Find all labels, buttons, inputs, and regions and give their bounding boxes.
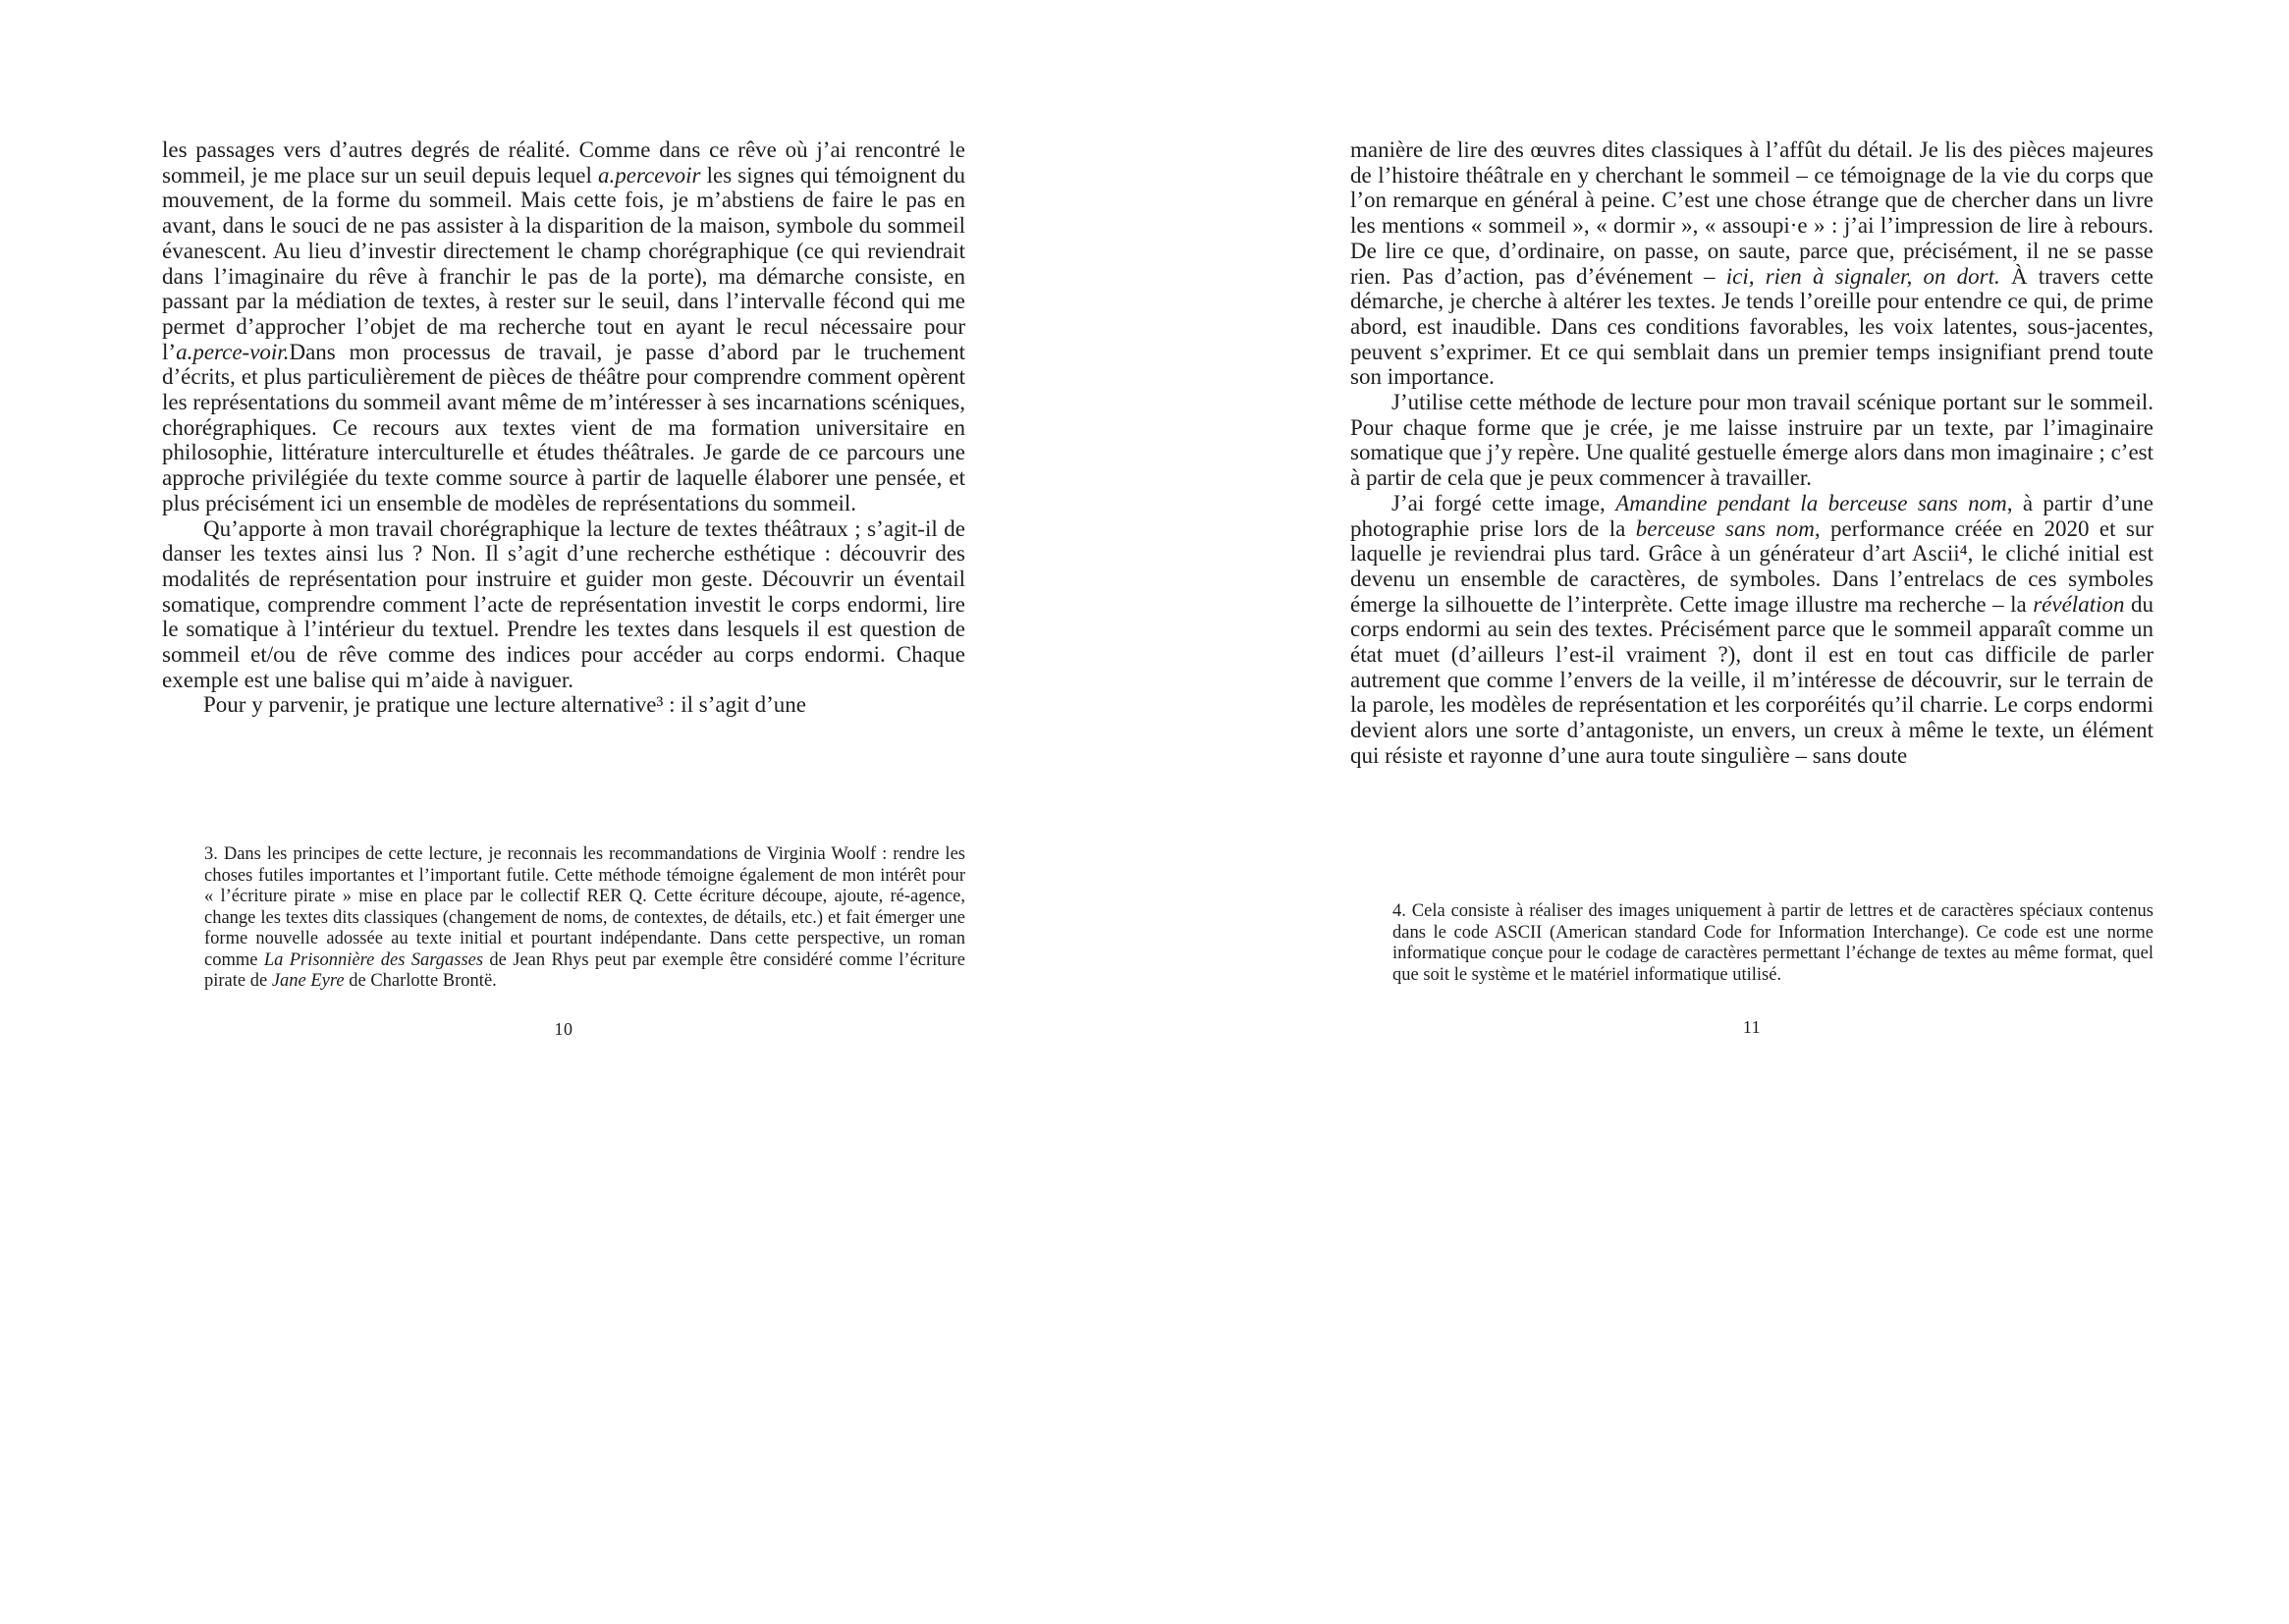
italic-text: Jane Eyre	[271, 971, 345, 991]
text-run: Pour y parvenir, je pratique une lecture alternative³ : il s’agit d’une	[203, 692, 806, 718]
paragraph	[1350, 390, 2153, 491]
text-run: de Jean Rhys peut par exemple être considéré comme l’écriture pirate de	[204, 949, 966, 991]
text-run: Dans mon processus de travail, je passe d’abord par le truchement d’écrits, et plus particulièrement de pièces de théâtre pour comprendre comment opèrent les représentations du sommeil avant même de m’intéresser à ses incarnations scéniques, chorégraphiques. Ce recours aux textes vient de ma formation universitaire en philosophie, littérature interculturelle et études théâtrales. Je garde de ce parcours une approche privilégiée du texte comme source à partir de laquelle élaborer une pensée, et plus précisément ici un ensemble de modèles de représentations du sommeil.	[162, 339, 965, 515]
text-run: J’utilise cette méthode de lecture pour mon travail scénique portant sur le sommeil. Pour chaque forme que je crée, je me laisse instruire par un texte, par l’imaginaire somatique que j’y repère. Une qualité gestuelle émerge alors dans mon imaginaire ; c’est à partir de cela que je peux commencer à travailler.	[1350, 390, 2153, 491]
paragraph	[1350, 137, 2153, 390]
italic-text: révélation	[2033, 591, 2125, 617]
text-run: de Charlotte Brontë.	[344, 971, 497, 991]
text-run: 3. Dans les principes de cette lecture, je reconnais les recommandations de Virginia Woolf : rendre les choses futiles importantes et l’important futile. Cette méthode témoigne également de mon intérêt pour « l’écriture pirate » mise en place par le collectif RER Q. Cette écriture découpe, ajoute, ré-agence, change les textes dits classiques (changement de noms, de contextes, de détails, etc.) et fait émerger une forme nouvelle adossée au texte initial et pourtant indépendante. Dans cette perspective, un roman comme	[204, 844, 965, 970]
page-number: 11	[1742, 1017, 1762, 1037]
text-run: les passages vers d’autres degrés de réalité. Comme dans ce rêve où j’ai rencontré le sommeil, je me place sur un seuil depuis lequel	[162, 137, 965, 188]
text-run: J’ai forgé cette image,	[1391, 490, 1616, 515]
page-left	[0, 0, 1144, 1624]
text-run: du corps endormi au sein des textes. Précisément parce que le sommeil apparaît comme un état muet (d’ailleurs l’est-il vraiment ?), dont il est en tout cas difficile de parler autrement que comme l’envers de la veille, il m’intéresse de découvrir, sur le terrain de la parole, les modèles de représentation et les corporéités qu’il charrie. Le corps endormi devient alors une sorte d’antagoniste, un envers, un creux à même le texte, un élément qui résiste et rayonne d’une aura toute singulière – sans doute	[1350, 591, 2153, 768]
text-run: Qu’apporte à mon travail chorégraphique la lecture de textes théâtraux ; s’agit-il de danser les textes ainsi lus ? Non. Il s’agit d’une recherche esthétique : découvrir des modalités de représentation pour instruire et guider mon geste. Découvrir un éventail somatique, comprendre comment l’acte de représentation investit le corps endormi, lire le somatique à l’intérieur du textuel. Prendre les textes dans lesquels il est question de sommeil et/ou de rêve comme des indices pour accéder au corps endormi. Chaque exemple est une balise qui m’aide à naviguer.	[162, 515, 965, 692]
italic-text: Amandine pendant la berceuse sans nom	[1615, 490, 2007, 515]
italic-text: ici, rien à signaler, on dort.	[1725, 263, 2000, 289]
paragraph	[1350, 491, 2153, 769]
italic-text: La Prisonnière des Sargasses	[263, 949, 484, 970]
paragraph	[162, 516, 965, 693]
text-run: , performance créée en 2020 et sur laquelle je reviendrai plus tard. Grâce à un générateur d’art Ascii⁴, le cliché initial est devenu un ensemble de caractères, de symboles. Dans l’entrelacs de ces symboles émerge la silhouette de l’interprète. Cette image illustre ma recherche – la	[1350, 515, 2153, 617]
paragraph	[162, 137, 965, 516]
page-body-text	[162, 137, 965, 718]
text-run: les signes qui témoignent du mouvement, de la forme du sommeil. Mais cette fois, je m’abstiens de faire le pas en avant, dans le souci de ne pas assister à la disparition de la maison, symbole du sommeil évanescent. Au lieu d’investir directement le champ chorégraphique (ce qui reviendrait dans l’imaginaire du rêve à franchir le pas de la porte), ma démarche consiste, en passant par la médiation de textes, à rester sur le seuil, dans l’intervalle fécond qui me permet d’approcher l’objet de ma recherche tout en ayant le recul nécessaire pour l’	[162, 162, 965, 364]
text-run: , à partir d’une photographie prise lors de la	[1350, 490, 2153, 541]
paragraph	[204, 844, 965, 993]
italic-text: a.perce-voir.	[176, 339, 290, 364]
page-body-text	[1350, 137, 2153, 769]
text-run: 4. Cela consiste à réaliser des images uniquement à partir de lettres et de caractères spéciaux contenus dans le code ASCII (American standard Code for Information Interchange). Ce code est une norme informatique conçue pour le codage de caractères permettant l’échange de textes au même format, quel que soit le système et le matériel informatique utilisé.	[1392, 901, 2153, 985]
page-number: 10	[554, 1019, 573, 1039]
text-run: manière de lire des œuvres dites classiques à l’affût du détail. Je lis des pièces majeures de l’histoire théâtrale en y cherchant le sommeil – ce témoignage de la vie du corps que l’on remarque en général à peine. C’est une chose étrange que de chercher dans un livre les mentions « sommeil », « dormir », « assoupi·e » : j’ai l’impression de lire à rebours. De lire ce que, d’ordinaire, on passe, on saute, parce que, précisément, il ne se passe rien. Pas d’action, pas d’événement –	[1350, 137, 2153, 289]
paragraph	[162, 692, 965, 718]
footnote	[1392, 901, 2153, 986]
text-run: À travers cette démarche, je cherche à altérer les textes. Je tends l’oreille pour entendre ce qui, de prime abord, est inaudible. Dans ces conditions favorables, les voix latentes, sous-jacentes, peuvent s’exprimer. Et ce qui semblait dans un premier temps insignifiant prend toute son importance.	[1350, 263, 2153, 390]
page-right	[1145, 0, 2289, 1624]
italic-text: a.percevoir	[597, 162, 701, 188]
paragraph	[1392, 901, 2153, 986]
footnote	[204, 844, 965, 993]
italic-text: berceuse sans nom	[1635, 515, 1815, 541]
